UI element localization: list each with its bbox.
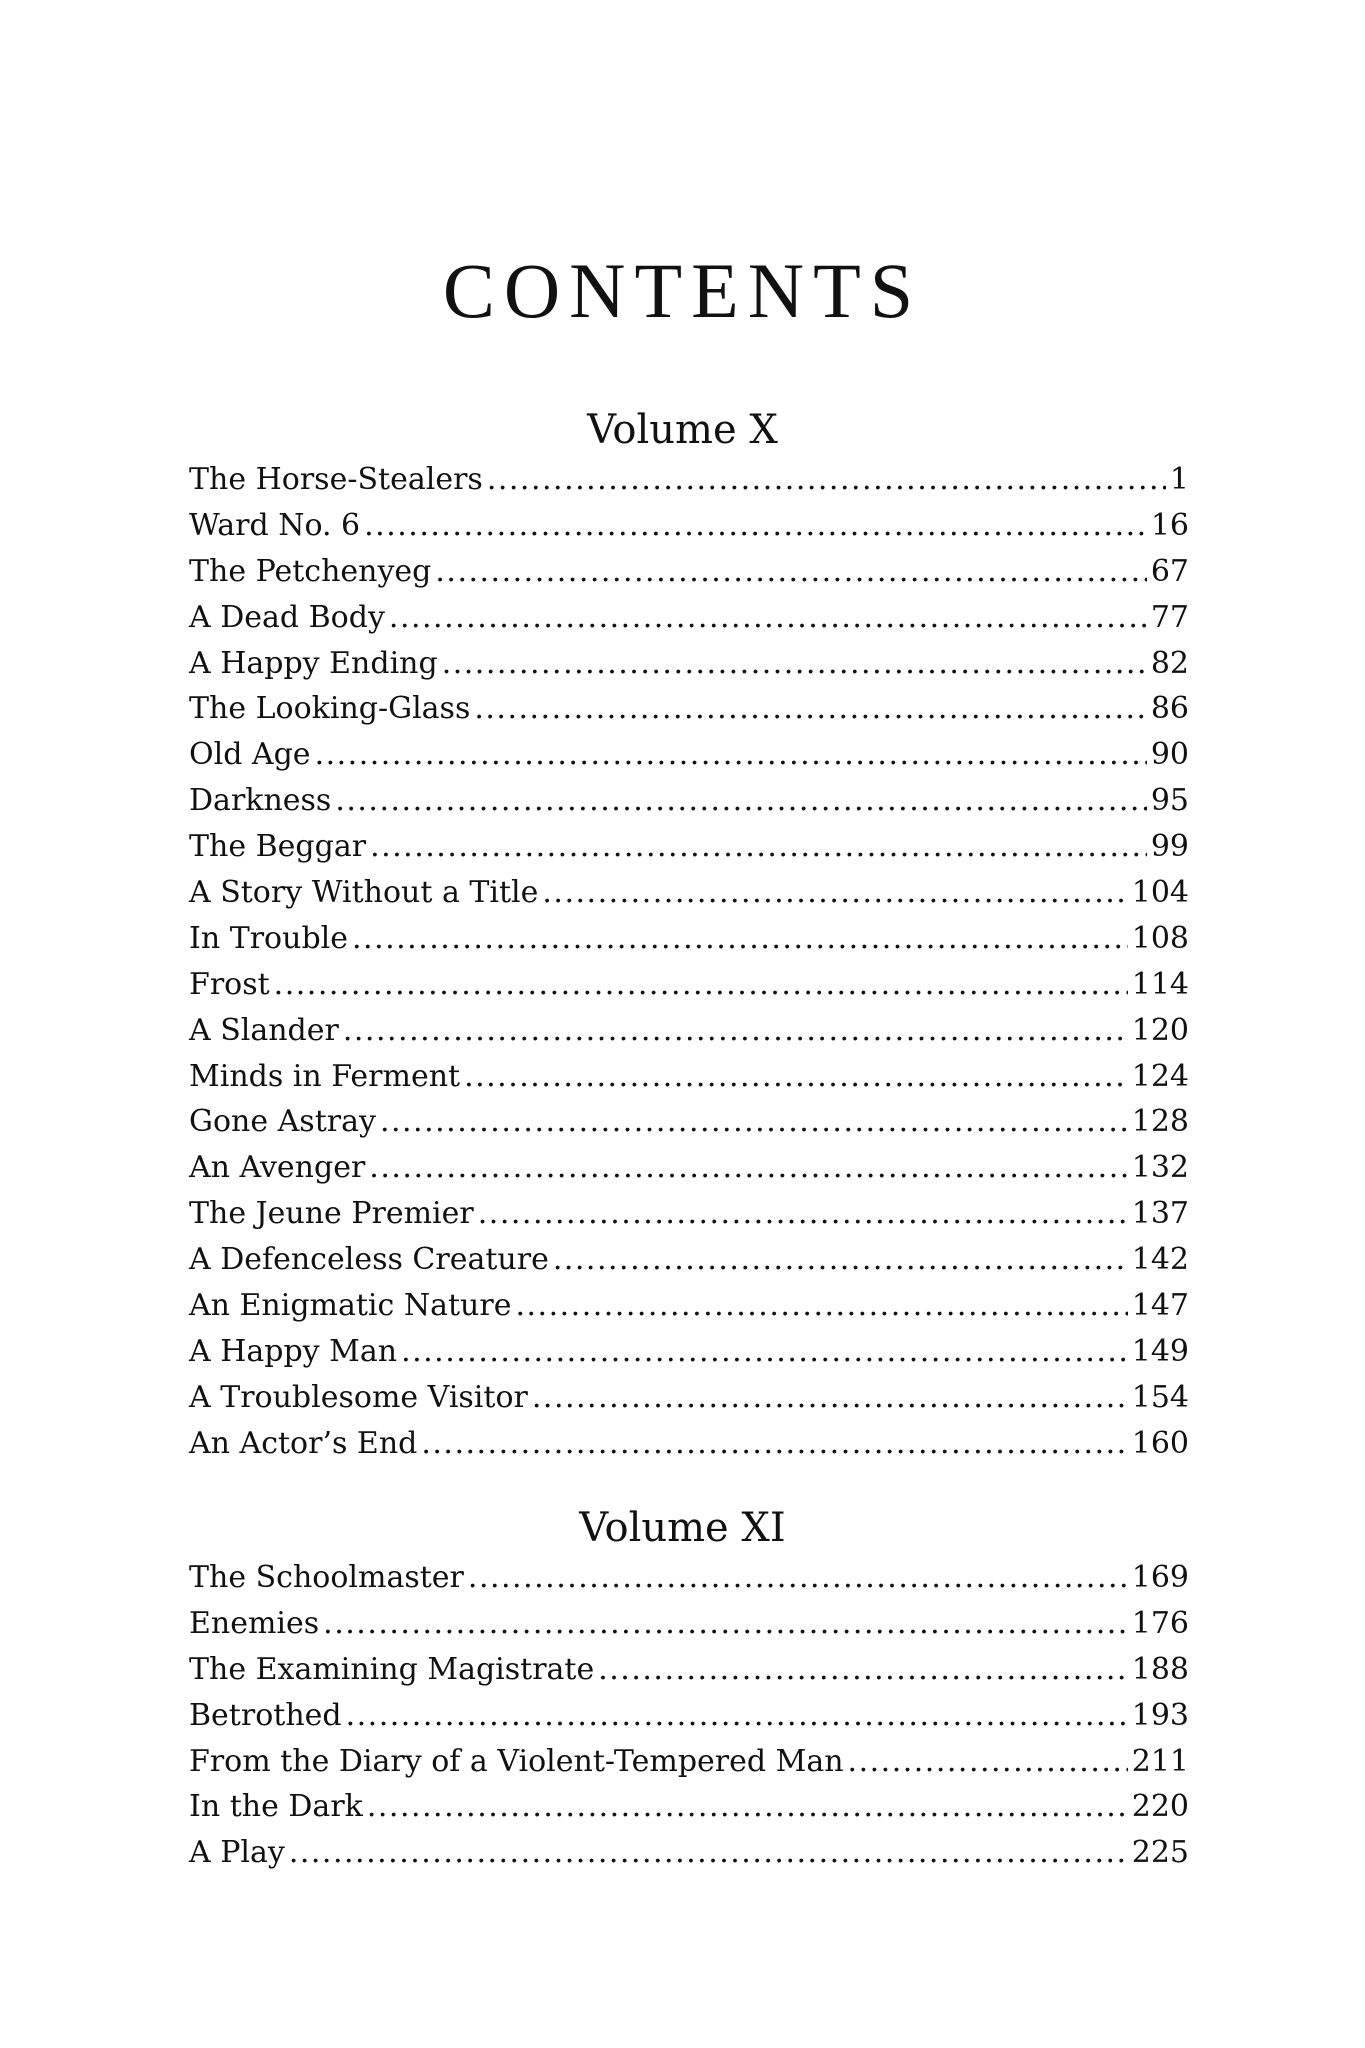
toc-entry-title: A Defenceless Creature: [189, 1242, 549, 1278]
toc-entry-title: Old Age: [189, 737, 311, 773]
toc-entry[interactable]: [189, 783, 1189, 829]
toc-entry-page-number: 169: [1131, 1560, 1189, 1595]
toc-dot-leader: [478, 1196, 1128, 1231]
toc-entry-title: A Happy Man: [189, 1333, 398, 1369]
toc-entry[interactable]: [189, 1380, 1189, 1426]
toc-entry-page-number: 67: [1150, 553, 1189, 589]
toc-entry-page-number: 1: [1169, 462, 1189, 497]
toc-dot-leader: [323, 1606, 1128, 1641]
toc-dot-leader: [848, 1744, 1128, 1779]
toc-entry-page-number: 108: [1131, 920, 1189, 956]
toc-entry-title: A Dead Body: [189, 599, 385, 635]
toc-entry[interactable]: [189, 1606, 1189, 1652]
toc-dot-leader: [380, 1104, 1128, 1139]
toc-entry-title: An Actor’s End: [189, 1425, 418, 1461]
toc-entry-page-number: 104: [1131, 875, 1189, 911]
toc-entry[interactable]: [189, 1560, 1189, 1606]
toc-entry[interactable]: [189, 1288, 1189, 1334]
toc-entry[interactable]: [189, 1196, 1189, 1242]
toc-entry[interactable]: [189, 1789, 1189, 1835]
toc-entry-title: Darkness: [189, 783, 332, 819]
toc-entry[interactable]: [189, 967, 1189, 1013]
toc-entry-page-number: 193: [1131, 1697, 1189, 1733]
toc-list-volume-xi: [189, 1560, 1189, 1881]
toc-dot-leader: [553, 1242, 1128, 1277]
toc-dot-leader: [289, 1835, 1128, 1870]
toc-entry-title: The Beggar: [189, 829, 367, 865]
toc-dot-leader: [369, 1150, 1127, 1185]
toc-entry-page-number: 160: [1131, 1425, 1189, 1461]
toc-entry-title: Frost: [189, 966, 270, 1002]
volume-heading-x: Volume X: [587, 407, 778, 453]
toc-entry-title: In the Dark: [189, 1789, 363, 1825]
toc-entry[interactable]: [189, 1698, 1189, 1744]
toc-dot-leader: [343, 1013, 1128, 1048]
toc-dot-leader: [474, 691, 1146, 726]
toc-entry[interactable]: [189, 1242, 1189, 1288]
toc-dot-leader: [532, 1380, 1128, 1415]
toc-entry-title: A Happy Ending: [189, 645, 438, 681]
toc-dot-leader: [468, 1560, 1128, 1595]
toc-entry-page-number: 120: [1131, 1012, 1189, 1048]
toc-entry-title: The Schoolmaster: [189, 1560, 464, 1595]
toc-entry-page-number: 82: [1150, 645, 1189, 681]
toc-list-volume-x: [189, 462, 1189, 1472]
toc-entry-page-number: 86: [1150, 691, 1189, 727]
toc-entry-title: The Jeune Premier: [189, 1196, 474, 1232]
toc-entry-page-number: 77: [1150, 599, 1189, 635]
toc-entry[interactable]: [189, 1150, 1189, 1196]
toc-entry-page-number: 149: [1131, 1333, 1189, 1369]
toc-entry-page-number: 142: [1131, 1242, 1189, 1278]
toc-dot-leader: [464, 1059, 1128, 1094]
toc-entry[interactable]: [189, 1013, 1189, 1059]
toc-dot-leader: [370, 829, 1147, 864]
toc-dot-leader: [389, 600, 1147, 635]
toc-dot-leader: [364, 508, 1147, 543]
toc-entry-page-number: 95: [1150, 783, 1189, 819]
page-title: CONTENTS: [442, 247, 923, 334]
toc-entry[interactable]: [189, 1426, 1189, 1472]
toc-entry[interactable]: [189, 554, 1189, 600]
toc-entry-title: Gone Astray: [189, 1104, 376, 1140]
toc-entry[interactable]: [189, 921, 1189, 967]
toc-entry-page-number: 220: [1131, 1789, 1189, 1825]
toc-entry-title: Betrothed: [189, 1697, 342, 1733]
toc-dot-leader: [542, 875, 1127, 910]
toc-entry[interactable]: [189, 508, 1189, 554]
toc-entry[interactable]: [189, 1334, 1189, 1380]
toc-entry[interactable]: [189, 1104, 1189, 1150]
toc-entry-page-number: 176: [1131, 1605, 1189, 1641]
toc-dot-leader: [352, 921, 1128, 956]
toc-dot-leader: [421, 1426, 1127, 1461]
toc-dot-leader: [346, 1698, 1128, 1733]
toc-entry-title: An Enigmatic Nature: [189, 1288, 512, 1324]
toc-entry[interactable]: [189, 1835, 1189, 1881]
toc-entry-title: An Avenger: [189, 1150, 366, 1186]
toc-entry-title: A Play: [189, 1835, 285, 1871]
toc-entry-title: A Slander: [189, 1012, 339, 1048]
toc-entry-page-number: 211: [1131, 1743, 1189, 1779]
toc-entry[interactable]: [189, 875, 1189, 921]
toc-entry-page-number: 225: [1131, 1835, 1189, 1871]
toc-entry-page-number: 99: [1150, 829, 1189, 865]
toc-entry-page-number: 188: [1131, 1651, 1189, 1687]
toc-entry[interactable]: [189, 691, 1189, 737]
toc-dot-leader: [274, 967, 1128, 1002]
toc-entry[interactable]: [189, 1744, 1189, 1790]
toc-dot-leader: [598, 1652, 1128, 1687]
toc-dot-leader: [442, 646, 1147, 681]
toc-entry-title: A Story Without a Title: [189, 875, 539, 911]
toc-dot-leader: [435, 554, 1146, 589]
toc-entry-title: Ward No. 6: [189, 507, 361, 543]
toc-entry[interactable]: [189, 646, 1189, 692]
toc-dot-leader: [367, 1789, 1128, 1824]
toc-entry-page-number: 137: [1131, 1196, 1189, 1232]
toc-entry-page-number: 114: [1131, 966, 1189, 1002]
toc-entry-title: A Troublesome Visitor: [189, 1379, 528, 1415]
toc-entry-page-number: 132: [1131, 1150, 1189, 1186]
toc-entry-page-number: 128: [1131, 1104, 1189, 1140]
toc-dot-leader: [315, 737, 1147, 772]
toc-entry-title: The Examining Magistrate: [189, 1651, 595, 1687]
toc-dot-leader: [335, 783, 1146, 818]
toc-entry-page-number: 154: [1131, 1379, 1189, 1415]
toc-dot-leader: [401, 1334, 1128, 1369]
toc-entry[interactable]: [189, 1059, 1189, 1105]
toc-entry-title: Minds in Ferment: [189, 1058, 461, 1094]
toc-entry-title: From the Diary of a Violent-Tempered Man: [189, 1743, 844, 1779]
toc-entry[interactable]: [189, 462, 1189, 508]
toc-entry-title: The Petchenyeg: [189, 553, 432, 589]
toc-dot-leader: [515, 1288, 1127, 1323]
toc-entry-title: In Trouble: [189, 920, 348, 956]
volume-heading-xi: Volume XI: [579, 1505, 786, 1551]
toc-entry[interactable]: [189, 829, 1189, 875]
toc-entry-title: The Looking-Glass: [189, 691, 471, 727]
toc-entry[interactable]: [189, 1652, 1189, 1698]
toc-entry[interactable]: [189, 737, 1189, 783]
toc-entry[interactable]: [189, 600, 1189, 646]
toc-entry-title: Enemies: [189, 1605, 320, 1641]
toc-entry-page-number: 147: [1131, 1288, 1189, 1324]
toc-entry-title: The Horse-Stealers: [189, 462, 483, 497]
toc-dot-leader: [487, 462, 1166, 497]
toc-entry-page-number: 16: [1150, 507, 1189, 543]
toc-entry-page-number: 90: [1150, 737, 1189, 773]
toc-entry-page-number: 124: [1131, 1058, 1189, 1094]
